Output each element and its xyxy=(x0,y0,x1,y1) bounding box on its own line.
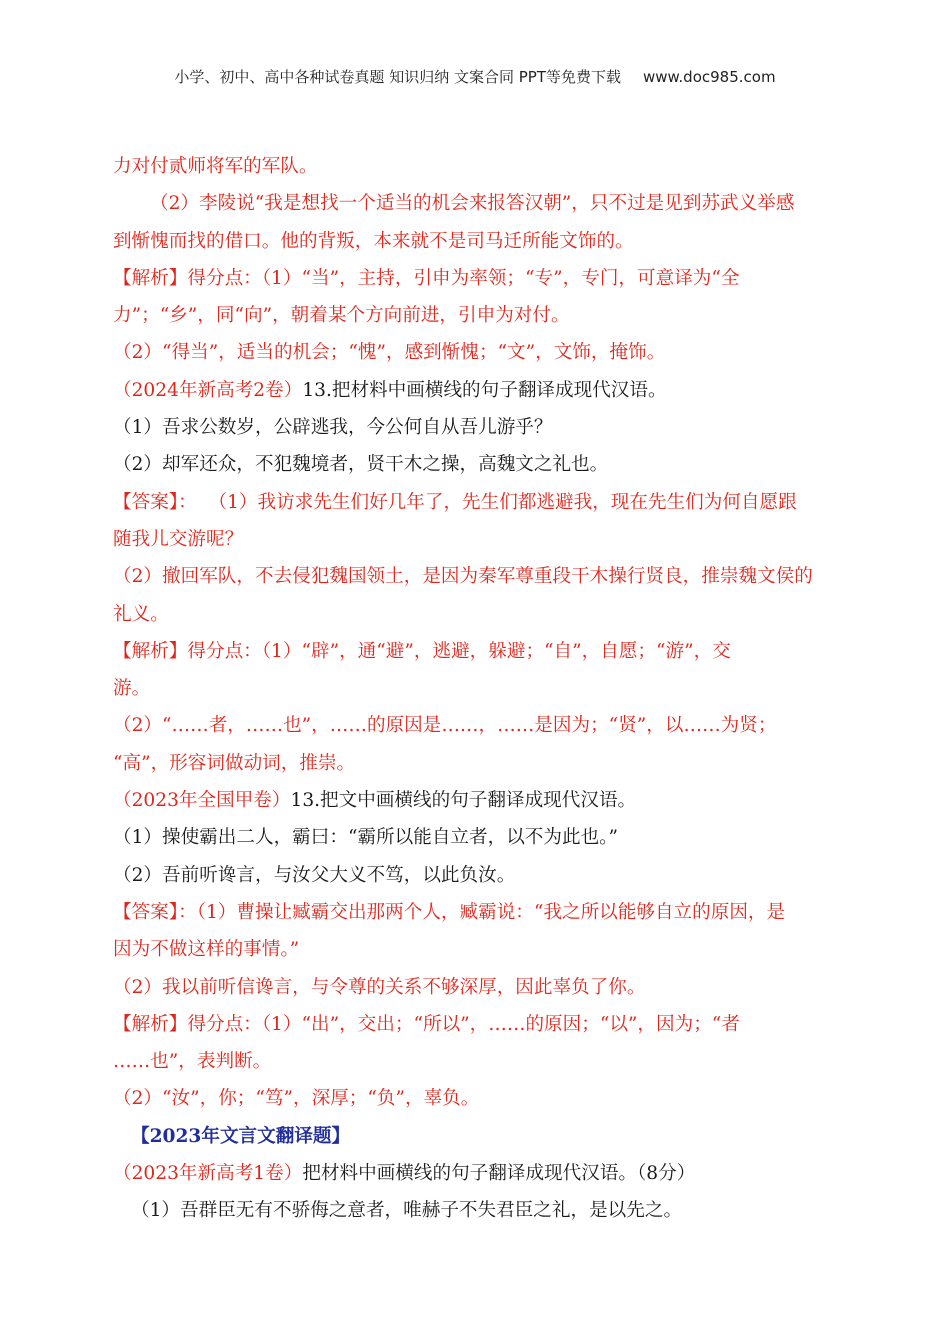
answer-line-3: （2）撤回军队，不去侵犯魏国领土，是因为秦军尊重段干木操行贤良，推崇魏文侯的 xyxy=(113,566,813,588)
analysis-line-1 xyxy=(113,1006,837,1043)
question-text: 把材料中画横线的句子翻译成现代汉语。（8分） xyxy=(302,1163,696,1185)
answer-text: （1）我访求先生们好几年了，先生们都逃避我，现在先生们为何自愿跟 xyxy=(208,491,797,513)
analysis-line-3: （2）“……者，……也”，……的原因是……，……是因为；“贤”，以……为贤； xyxy=(113,715,777,737)
analysis-line-2: 游。 xyxy=(113,678,151,700)
question-source: （2024年新高考2卷） xyxy=(113,379,303,401)
analysis-line-3: （2）“汝”，你；“笃”，深厚；“负”，辜负。 xyxy=(113,1088,480,1110)
analysis-text: 得分点：（1）“出”，交出；“所以”，……的原因；“以”，因为；“者 xyxy=(187,1013,740,1035)
answer-line-1 xyxy=(113,894,837,931)
question-heading xyxy=(113,372,837,409)
analysis-tag: 【解析】 xyxy=(113,267,188,289)
analysis-line-1 xyxy=(113,633,837,670)
analysis-line-2: 力”；“乡”，同“向”，朝着某个方向前进，引申为对付。 xyxy=(113,305,570,327)
question-heading xyxy=(113,1155,837,1192)
answer-continuation: 力对付贰师将军的军队。 xyxy=(113,156,318,177)
document-body xyxy=(113,148,837,1230)
question-text: 13.把材料中画横线的句子翻译成现代汉语。 xyxy=(302,379,667,401)
analysis-line-2: ……也”，表判断。 xyxy=(113,1051,272,1073)
answer-line-2: 因为不做这样的事情。” xyxy=(113,939,300,961)
section-title: 【2023年文言文翻译题】 xyxy=(131,1125,351,1147)
analysis-line-4: “高”，形容词做动词，推崇。 xyxy=(113,752,356,774)
answer-line-1 xyxy=(113,484,837,521)
answer-tag: 【答案】： xyxy=(113,491,197,513)
header-site[interactable]: www.doc985.com xyxy=(642,68,776,86)
question-text: 13.把文中画横线的句子翻译成现代汉语。 xyxy=(290,790,637,812)
answer-2-line-1: （2）李陵说“我是想找一个适当的机会来报答汉朝”，只不过是见到苏武义举感 xyxy=(150,193,795,215)
question-sentence-2: （2）却军还众，不犯魏境者，贤干木之操，高魏文之礼也。 xyxy=(113,454,609,476)
answer-2-line-2: 到惭愧而找的借口。他的背叛，本来就不是司马迁所能文饰的。 xyxy=(113,230,634,252)
question-source: （2023年新高考1卷） xyxy=(113,1163,303,1185)
question-sentence-1: （1）操使霸出二人，霸曰：“霸所以能自立者，以不为此也。” xyxy=(113,827,618,849)
analysis-tag: 【解析】 xyxy=(113,640,188,662)
answer-line-2: 随我儿交游呢？ xyxy=(113,528,244,550)
question-heading xyxy=(113,782,837,819)
question-sentence-1: （1）吾群臣无有不骄侮之意者，唯赫子不失君臣之礼，是以先之。 xyxy=(131,1200,683,1222)
answer-text: （1）曹操让臧霸交出那两个人，臧霸说：“我之所以能够自立的原因，是 xyxy=(196,901,786,923)
question-sentence-2: （2）吾前听谗言，与汝父大义不笃，以此负汝。 xyxy=(113,864,516,886)
question-source: （2023年全国甲卷） xyxy=(113,790,291,812)
analysis-tag: 【解析】 xyxy=(113,1013,188,1035)
question-sentence-1: （1）吾求公数岁，公辟逃我，今公何自从吾儿游乎？ xyxy=(113,417,553,439)
answer-line-4: 礼义。 xyxy=(113,603,169,625)
analysis-line-3: （2）“得当”，适当的机会；“愧”，感到惭愧；“文”，文饰，掩饰。 xyxy=(113,342,666,364)
answer-line-3: （2）我以前听信谗言，与令尊的关系不够深厚，因此辜负了你。 xyxy=(113,976,646,998)
analysis-text: 得分点：（1）“当”，主持，引申为率领；“专”，专门，可意译为“全 xyxy=(187,267,740,289)
page-header xyxy=(0,66,950,87)
analysis-text: 得分点：（1）“辟”，通“避”，逃避，躲避；“自”，自愿；“游”，交 xyxy=(187,640,731,662)
answer-tag: 【答案】： xyxy=(113,901,197,923)
header-text: 小学、初中、高中各种试卷真题 知识归纳 文案合同 PPT等免费下载 xyxy=(174,68,621,86)
analysis-line-1 xyxy=(113,260,837,297)
